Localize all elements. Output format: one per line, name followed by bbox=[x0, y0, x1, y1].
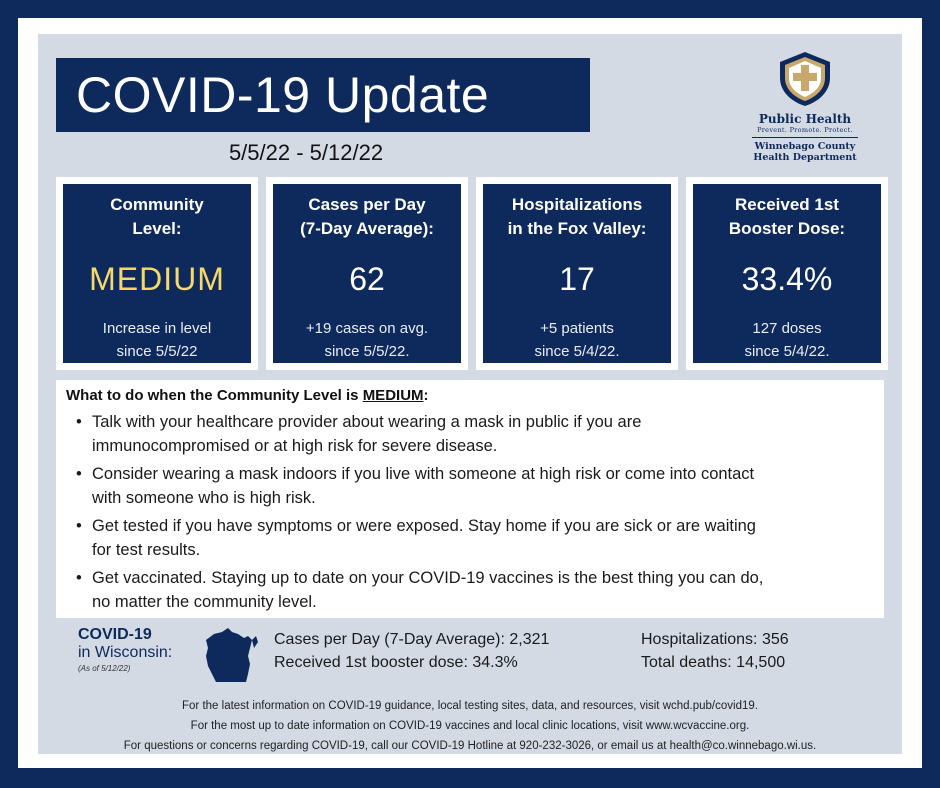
public-health-logo bbox=[748, 50, 862, 166]
wisconsin-map-icon bbox=[202, 626, 262, 684]
wisconsin-booster: Received 1st booster dose: 34.3% bbox=[274, 654, 518, 671]
stat-label: Hospitalizations in the Fox Valley: bbox=[507, 195, 647, 238]
stat-note: Increase in level since 5/5/22 bbox=[102, 320, 212, 360]
stat-value: 62 bbox=[349, 261, 385, 297]
stat-card-community-level bbox=[56, 177, 258, 370]
logo-tagline: Prevent. Promote. Protect. bbox=[757, 126, 853, 134]
stat-label: Community Level: bbox=[110, 195, 204, 238]
footer-line: For the most up to date information on COVID-19 vaccines and local clinic locations, visit www.wcvaccine.org. bbox=[190, 720, 750, 732]
date-range: 5/5/22 - 5/12/22 bbox=[228, 140, 384, 165]
shield-cross-icon bbox=[776, 50, 834, 108]
footer bbox=[38, 696, 902, 756]
list-item: • Get vaccinated. Staying up to date on your COVID-19 vaccines is the best thing you can do, no matter the community level. bbox=[76, 569, 764, 611]
stat-label: Received 1st Booster Dose: bbox=[728, 195, 846, 238]
logo-org-name: Public Health bbox=[758, 112, 852, 126]
list-item: • Get tested if you have symptoms or were exposed. Stay home if you are sick or are waiting for test results. bbox=[76, 517, 756, 559]
stat-note: 127 doses since 5/4/22. bbox=[744, 320, 830, 360]
wisconsin-subtitle: in Wisconsin: bbox=[78, 644, 173, 661]
list-item: • Talk with your healthcare provider about wearing a mask in public if you are immunocompromised or at high risk for severe disease. bbox=[76, 413, 642, 455]
wisconsin-deaths: Total deaths: 14,500 bbox=[641, 654, 786, 671]
stat-value: 17 bbox=[559, 261, 595, 297]
wisconsin-as-of: (As of 5/12/22) bbox=[78, 664, 131, 673]
footer-line: For questions or concerns regarding COVID-19, call our COVID-19 Hotline at 920-232-3026, or email us at health@co.winnebago.wi.us. bbox=[123, 740, 817, 752]
guidance-box bbox=[56, 380, 884, 618]
stat-value: 33.4% bbox=[741, 261, 833, 297]
footer-line: For the latest information on COVID-19 guidance, local testing sites, data, and resources, visit wchd.pub/covid19. bbox=[182, 700, 758, 712]
stat-note: +19 cases on avg. since 5/5/22. bbox=[305, 320, 429, 360]
stat-card-cases-per-day bbox=[266, 177, 468, 370]
logo-dept-line2: Health Department bbox=[753, 152, 857, 163]
logo-divider bbox=[752, 137, 858, 138]
wisconsin-cases: Cases per Day (7-Day Average): 2,321 bbox=[274, 631, 550, 648]
stat-label: Cases per Day (7-Day Average): bbox=[300, 195, 434, 238]
page-title: COVID-19 Update bbox=[56, 58, 590, 132]
stat-card-booster-dose bbox=[686, 177, 888, 370]
wisconsin-hospitalizations: Hospitalizations: 356 bbox=[641, 631, 789, 648]
wisconsin-title: COVID-19 bbox=[78, 626, 152, 643]
list-item: • Consider wearing a mask indoors if you live with someone at high risk or come into contact with someone who is high risk. bbox=[76, 465, 755, 507]
stat-card-hospitalizations bbox=[476, 177, 678, 370]
guidance-list bbox=[66, 410, 874, 614]
stat-value: MEDIUM bbox=[89, 261, 225, 297]
wisconsin-summary bbox=[64, 620, 878, 688]
stat-note: +5 patients since 5/4/22. bbox=[534, 320, 620, 360]
guidance-heading: What to do when the Community Level is MEDIUM: bbox=[66, 387, 429, 404]
logo-dept-line1: Winnebago County bbox=[754, 141, 856, 152]
